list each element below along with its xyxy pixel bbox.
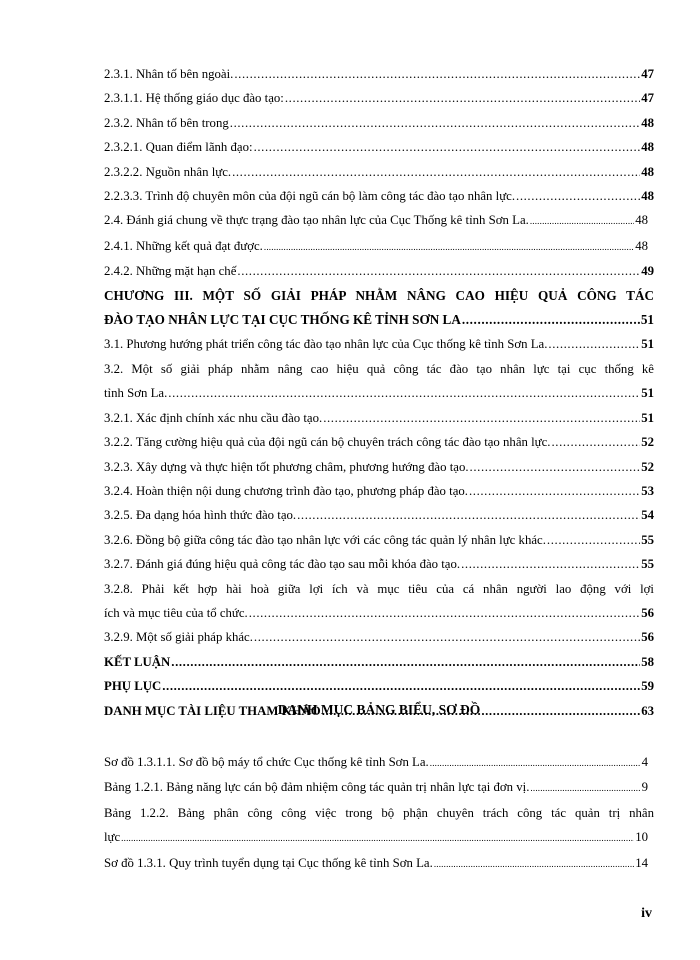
toc-entry-multiline[interactable]	[104, 577, 654, 626]
figure-entry[interactable]: Bảng 1.2.1. Bảng năng lực cán bộ đảm nhiệm công tác quản trị nhân lực tại đơn vị. ..... 9	[104, 775, 654, 800]
toc-entry-conclusion[interactable]: KẾT LUẬN ..... 58	[104, 650, 654, 674]
toc-entry[interactable]: 3.2.3. Xây dựng và thực hiện tốt phương châm, phương hướng đào tạo. ..... 52	[104, 455, 654, 479]
toc-entry[interactable]: 3.2.2. Tăng cường hiệu quả của đội ngũ cán bộ chuyên trách công tác đào tạo nhân lực. ..... 52	[104, 430, 654, 454]
toc-entry-line1: 3.2. Một số giải pháp nhằm nâng cao hiệu quả công tác đào tạo nhân lực tại cục thống kê	[104, 361, 654, 376]
figure-entry[interactable]: Sơ đồ 1.3.1.1. Sơ đồ bộ máy tổ chức Cục thống kê tỉnh Sơn La. ..... 4	[104, 750, 654, 775]
table-of-contents	[104, 62, 654, 723]
toc-entry[interactable]: 3.2.4. Hoàn thiện nội dung chương trình đào tạo, phương pháp đào tạo. ..... 53	[104, 479, 654, 503]
figures-list	[104, 750, 654, 876]
toc-entry[interactable]: 2.3.2. Nhân tố bên trong ..... 48	[104, 111, 654, 135]
toc-entry[interactable]: 2.4.2. Những mặt hạn chế ..... 49	[104, 259, 654, 283]
page-number: iv	[641, 906, 652, 921]
toc-entry[interactable]: 2.3.1. Nhân tố bên ngoài. ..... 47	[104, 62, 654, 86]
figures-list-heading: DANH MỤC BẢNG BIỂU, SƠ ĐỒ	[277, 702, 481, 717]
figure-entry-line2: lực ..... 10	[104, 825, 654, 850]
toc-entry[interactable]: 3.1. Phương hướng phát triển công tác đào tạo nhân lực của Cục thống kê tỉnh Sơn La. ..... 51	[104, 332, 654, 356]
toc-entry-line2: tỉnh Sơn La. ..... 51	[104, 381, 654, 405]
figure-entry[interactable]: Sơ đồ 1.3.1. Quy trình tuyển dụng tại Cục thống kê tỉnh Sơn La. ..... 14	[104, 851, 654, 876]
toc-chapter-entry[interactable]	[104, 284, 654, 333]
toc-entry[interactable]: 3.2.1. Xác định chính xác nhu cầu đào tạo. ..... 51	[104, 406, 654, 430]
figure-entry-multiline[interactable]	[104, 801, 654, 851]
toc-entry-line2: ích và mục tiêu của tổ chức. ..... 56	[104, 601, 654, 625]
toc-entry[interactable]: 2.4.1. Những kết quả đạt được. ..... 48	[104, 234, 654, 259]
chapter-title-line1: CHƯƠNG III. MỘT SỐ GIẢI PHÁP NHẰM NÂNG CAO HIỆU QUẢ CÔNG TÁC	[104, 287, 654, 303]
toc-entry[interactable]: 3.2.9. Một số giải pháp khác. ..... 56	[104, 625, 654, 649]
toc-entry[interactable]: 2.4. Đánh giá chung về thực trạng đào tạo nhân lực của Cục Thống kê tỉnh Sơn La. ..... 48	[104, 208, 654, 233]
toc-entry[interactable]: 2.3.2.1. Quan điểm lãnh đạo: ..... 48	[104, 135, 654, 159]
figure-entry-line1: Bảng 1.2.2. Bảng phân công công việc trong bộ phận chuyên trách công tác quản trị nhân	[104, 805, 654, 820]
toc-entry[interactable]: 3.2.7. Đánh giá đúng hiệu quả công tác đào tạo sau mỗi khóa đào tạo. ..... 55	[104, 552, 654, 576]
toc-entry[interactable]: 2.2.3.3. Trình độ chuyên môn của đội ngũ cán bộ làm công tác đào tạo nhân lực. ..... 48	[104, 184, 654, 208]
toc-entry[interactable]: 2.3.2.2. Nguồn nhân lực. ..... 48	[104, 160, 654, 184]
toc-entry-appendix[interactable]: PHỤ LỤC ..... 59	[104, 674, 654, 698]
toc-entry[interactable]: 3.2.5. Đa dạng hóa hình thức đào tạo. ..... 54	[104, 503, 654, 527]
chapter-title-line2: ĐÀO TẠO NHÂN LỰC TẠI CỤC THỐNG KÊ TỈNH SƠN LA ..... 51	[104, 308, 654, 332]
toc-entry-references[interactable]: DANH MỤC TÀI LIỆU THAM KHẢO ..... 63	[104, 699, 654, 723]
toc-entry-line1: 3.2.8. Phải kết hợp hài hoà giữa lợi ích và mục tiêu của cá nhân người lao động với lợi	[104, 581, 654, 596]
toc-entry[interactable]: 3.2.6. Đồng bộ giữa công tác đào tạo nhân lực với các công tác quản lý nhân lực khác. ..... 55	[104, 528, 654, 552]
toc-entry-multiline[interactable]	[104, 357, 654, 406]
toc-entry[interactable]: 2.3.1.1. Hệ thống giáo dục đào tạo: ..... 47	[104, 86, 654, 110]
